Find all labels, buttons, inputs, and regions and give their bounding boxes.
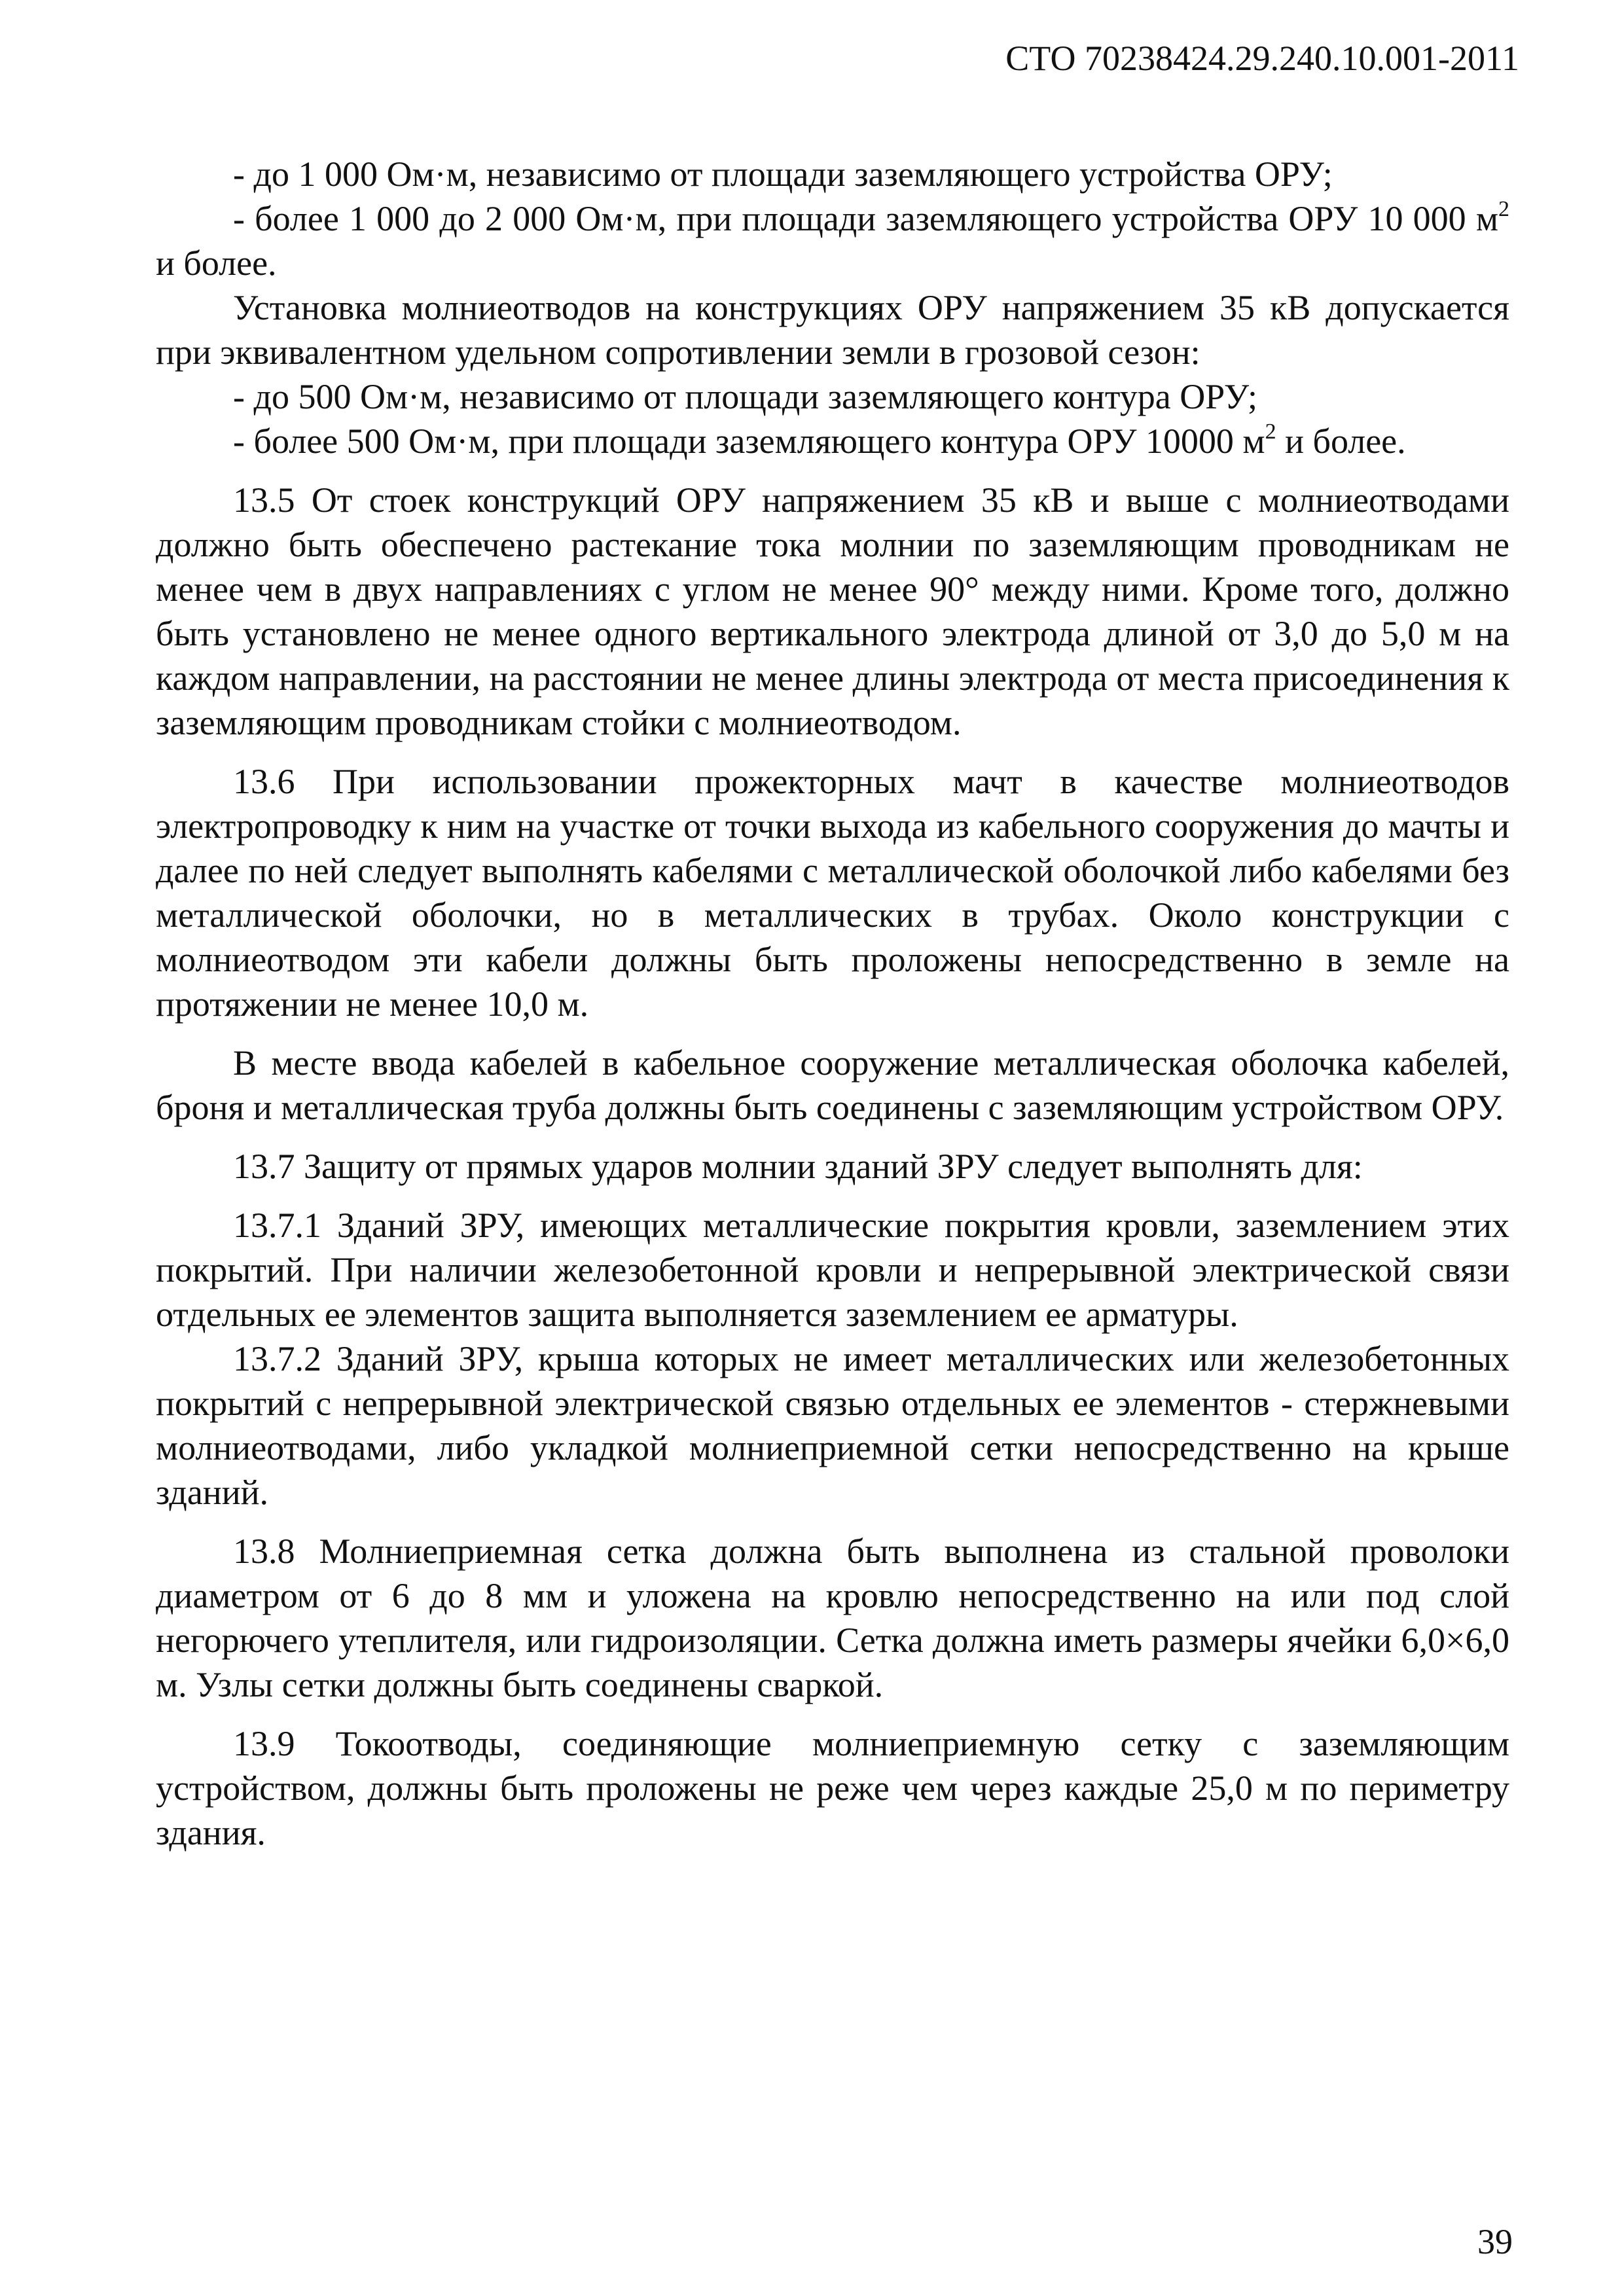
paragraph-13-7-2: 13.7.2 Зданий ЗРУ, крыша которых не имеет металлических или железобетонных покрытий с непрерывной электрической связью отдельных ее элементов - стержневыми молниеотводами, либо укладкой молниеприемной сетки непосредственно на крыше зданий. bbox=[156, 1339, 1509, 1512]
list-item-soil-resistance-over-500-tail: и более. bbox=[1285, 422, 1406, 461]
paragraph-13-7: 13.7 Защиту от прямых ударов молнии зданий ЗРУ следует выполнять для: bbox=[233, 1147, 1363, 1186]
list-item-soil-resistance-1000: - до 1 000 Ом·м, независимо от площади заземляющего устройства ОРУ; bbox=[233, 154, 1333, 194]
page-body bbox=[156, 152, 1509, 1855]
paragraph-13-7-1: 13.7.1 Зданий ЗРУ, имеющих металлические покрытия кровли, заземлением этих покрытий. При наличии железобетонной кровли и непрерывной электрической связи отдельных ее элементов защита выполняется заземлением ее арматуры. bbox=[156, 1206, 1509, 1334]
list-item-soil-resistance-over-500 bbox=[156, 419, 1509, 463]
list-item-soil-resistance-2000 bbox=[156, 196, 1509, 285]
paragraph-13-9: 13.9 Токоотводы, соединяющие молниеприемную сетку с заземляющим устройством, должны быть проложены не реже чем через каждые 25,0 м по периметру здания. bbox=[156, 1724, 1509, 1852]
list-item-soil-resistance-over-500-text: - более 500 Ом·м, при площади заземляющего контура ОРУ 10000 м bbox=[233, 422, 1265, 461]
paragraph-13-8: 13.8 Молниеприемная сетка должна быть выполнена из стальной проволоки диаметром от 6 до 8 мм и уложена на кровлю непосредственно на или под слой негорючего утеплителя, или гидроизоляции. Сетка должна иметь размеры ячейки 6,0×6,0 м. Узлы сетки должны быть соединены сваркой. bbox=[156, 1532, 1509, 1704]
paragraph-35kv-lightning-rods: Установка молниеотводов на конструкциях ОРУ напряжением 35 кВ допускается при эквивалентном удельном сопротивлении земли в грозовой сезон: bbox=[156, 288, 1509, 372]
page-number: 39 bbox=[1477, 2222, 1513, 2261]
superscript-2: 2 bbox=[1498, 197, 1509, 221]
document-code-header: СТО 70238424.29.240.10.001-2011 bbox=[1005, 39, 1519, 78]
list-item-soil-resistance-2000-tail: и более. bbox=[156, 243, 277, 283]
paragraph-13-6: 13.6 При использовании прожекторных мачт в качестве молниеотводов электропроводку к ним на участке от точки выхода из кабельного сооружения до мачты и далее по ней следует выполнять кабелями с металлической оболочкой либо кабелями без металлической оболочки, но в металлических в трубах. Около конструкции с молниеотводом эти кабели должны быть проложены непосредственно в земле на протяжении не менее 10,0 м. bbox=[156, 762, 1509, 1024]
paragraph-13-5: 13.5 От стоек конструкций ОРУ напряжением 35 кВ и выше с молниеотводами должно быть обеспечено растекание тока молнии по заземляющим проводникам не менее чем в двух направлениях с углом не менее 90° между ними. Кроме того, должно быть установлено не менее одного вертикального электрода длиной от 3,0 до 5,0 м на каждом направлении, на расстоянии не менее длины электрода от места присоединения к заземляющим проводникам стойки с молниеотводом. bbox=[156, 480, 1509, 742]
list-item-soil-resistance-2000-text: - более 1 000 до 2 000 Ом·м, при площади заземляющего устройства ОРУ 10 000 м bbox=[233, 199, 1498, 238]
list-item-soil-resistance-500: - до 500 Ом·м, независимо от площади заземляющего контура ОРУ; bbox=[233, 377, 1258, 416]
superscript-2: 2 bbox=[1265, 420, 1276, 444]
paragraph-cable-entry: В месте ввода кабелей в кабельное сооружение металлическая оболочка кабелей, броня и металлическая труба должны быть соединены с заземляющим устройством ОРУ. bbox=[156, 1043, 1509, 1127]
